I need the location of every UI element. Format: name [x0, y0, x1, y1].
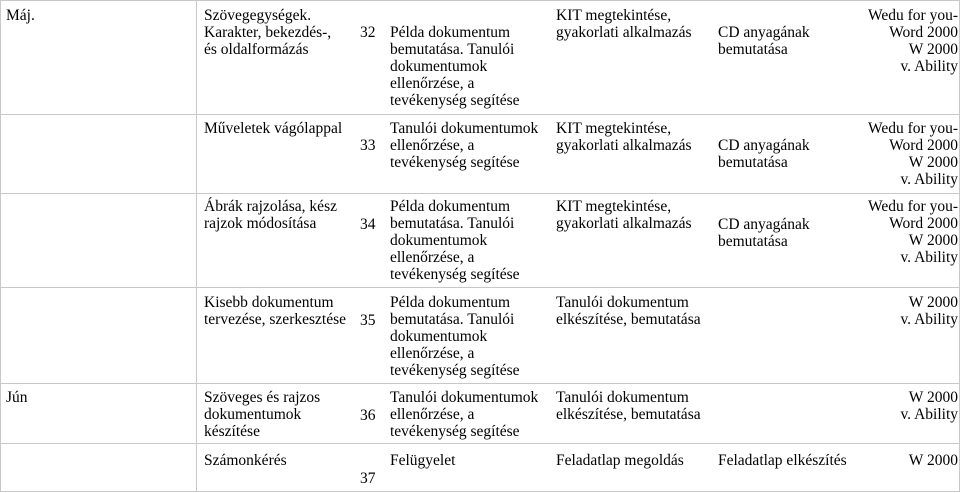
hour-cell: 33 [360, 137, 376, 154]
hour-cell: 34 [360, 216, 376, 233]
method-cell: Példa dokumentum bemutatása. Tanulói dokumentumok ellenőrzése, a tevékenység segítése [390, 24, 520, 109]
month-cell: Máj. [6, 7, 35, 24]
row-divider [0, 443, 960, 444]
tool-cell: Feladatlap megoldás [556, 452, 684, 469]
hour-cell: 36 [360, 407, 376, 424]
method-cell: Példa dokumentum bemutatása. Tanulói dokumentumok ellenőrzése, a tevékenység segítése [390, 294, 520, 379]
row-divider [0, 287, 960, 288]
method-cell: Tanulói dokumentumok ellenőrzése, a tevékenység segítése [390, 389, 539, 440]
hour-cell: 32 [360, 24, 376, 41]
reference-cell: Wedu for you- Word 2000 W 2000 v. Ability [867, 120, 958, 188]
method-cell: Tanulói dokumentumok ellenőrzése, a tevékenység segítése [390, 120, 539, 171]
aid-cell: Feladatlap elkészítés [718, 452, 847, 469]
method-cell: Példa dokumentum bemutatása. Tanulói dokumentumok ellenőrzése, a tevékenység segítése [390, 198, 520, 283]
column-divider [196, 0, 197, 492]
reference-cell: W 2000 v. Ability [900, 389, 958, 423]
method-cell: Felügyelet [390, 452, 456, 469]
aid-cell: CD anyagának bemutatása [718, 137, 810, 171]
topic-cell: Kisebb dokumentum tervezése, szerkesztése [204, 294, 346, 328]
month-cell: Jún [6, 389, 28, 406]
reference-cell: Wedu for you- Word 2000 W 2000 v. Ability [867, 7, 958, 75]
topic-cell: Szöveges és rajzos dokumentumok készítése [204, 389, 321, 440]
topic-cell: Ábrák rajzolása, kész rajzok módosítása [204, 198, 337, 232]
aid-cell: CD anyagának bemutatása [718, 216, 810, 250]
reference-cell: W 2000 v. Ability [900, 294, 958, 328]
row-divider [0, 114, 960, 115]
tool-cell: KIT megtekintése, gyakorlati alkalmazás [556, 120, 692, 154]
tool-cell: KIT megtekintése, gyakorlati alkalmazás [556, 198, 692, 232]
tool-cell: KIT megtekintése, gyakorlati alkalmazás [556, 7, 692, 41]
row-divider [0, 491, 960, 492]
reference-cell: Wedu for you- Word 2000 W 2000 v. Ability [867, 198, 958, 266]
row-divider [0, 0, 960, 1]
reference-cell: W 2000 [908, 452, 958, 469]
row-divider [0, 383, 960, 384]
topic-cell: Számonkérés [204, 452, 287, 469]
row-divider [0, 193, 960, 194]
column-divider [0, 0, 1, 492]
hour-cell: 35 [360, 312, 376, 329]
tool-cell: Tanulói dokumentum elkészítése, bemutatása [556, 389, 701, 423]
aid-cell: CD anyagának bemutatása [718, 24, 810, 58]
topic-cell: Műveletek vágólappal [204, 120, 343, 137]
hour-cell: 37 [360, 470, 376, 487]
topic-cell: Szövegegységek. Karakter, bekezdés-, és oldalformázás [204, 7, 332, 58]
tool-cell: Tanulói dokumentum elkészítése, bemutatása [556, 294, 701, 328]
